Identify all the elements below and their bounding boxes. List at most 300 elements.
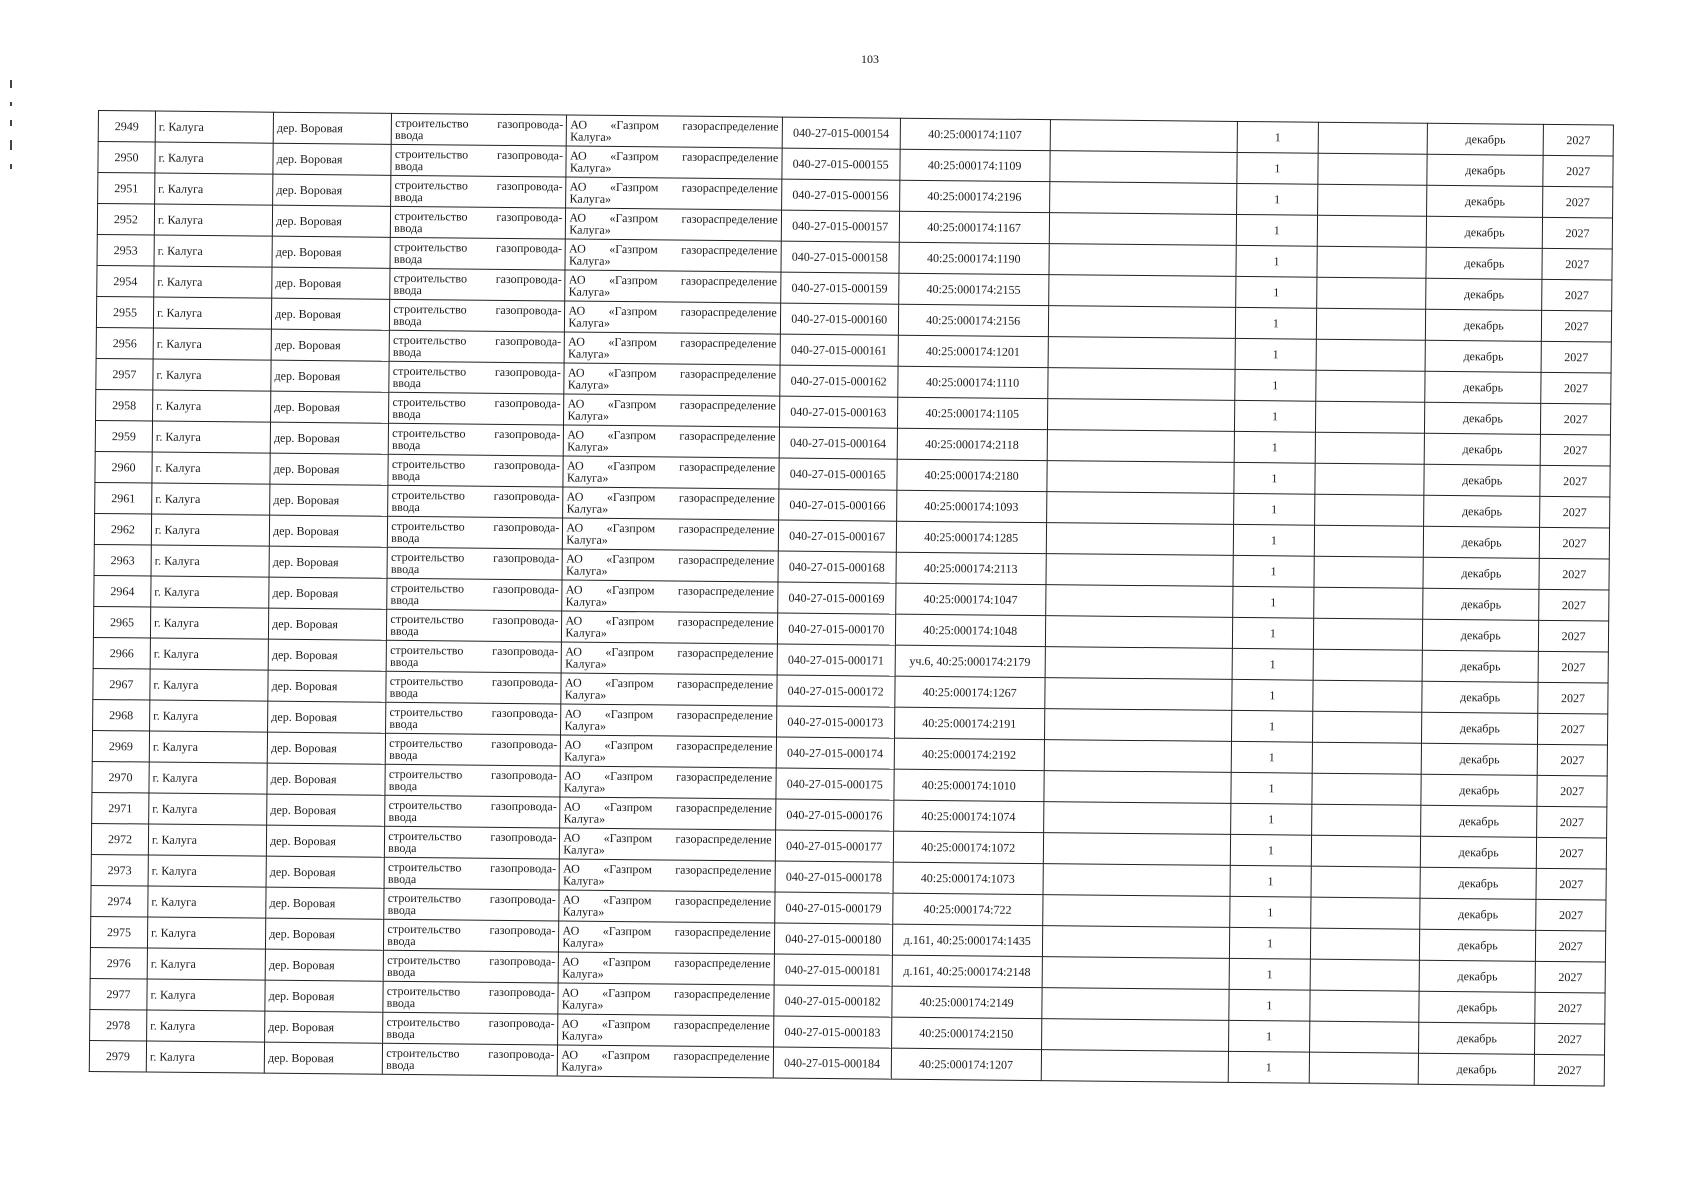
row-number-cell	[97, 265, 154, 297]
month-cell	[1426, 309, 1542, 341]
work-type-word: строительство	[393, 270, 468, 286]
completion-month: декабрь	[1464, 225, 1505, 240]
year-cell	[1541, 372, 1611, 404]
object-code-cell	[782, 117, 900, 149]
work-type-word: строительство	[392, 363, 467, 379]
owner-cell	[562, 642, 778, 675]
completion-year: 2027	[1557, 1032, 1582, 1047]
owner-word: газораспределение	[674, 986, 771, 1002]
row-number: 2957	[112, 367, 137, 382]
work-type-word: строительство	[393, 301, 467, 317]
village: дер. Воровая	[268, 1019, 335, 1035]
village-cell	[268, 670, 386, 702]
completion-year: 2027	[1559, 877, 1584, 892]
work-type-word: газопровода-	[492, 643, 559, 659]
year-cell	[1540, 496, 1610, 528]
village: дер. Воровая	[270, 771, 337, 787]
year-cell	[1538, 682, 1608, 714]
owner-word: АО	[563, 830, 581, 845]
quantity: 1	[1274, 130, 1281, 145]
month-cell	[1420, 867, 1536, 899]
completion-year: 2027	[1562, 567, 1587, 582]
work-type-word: ввода	[390, 561, 420, 577]
village-cell	[264, 1042, 382, 1074]
owner-word: Калуга»	[568, 284, 611, 299]
work-type-word: строительство	[389, 735, 463, 751]
owner-cell	[564, 425, 780, 458]
row-number-cell	[93, 637, 150, 669]
owner-word: АО	[567, 427, 585, 442]
object-code-cell	[774, 954, 892, 986]
owner-word: газораспределение	[678, 552, 775, 568]
cadastral-number: 40:25:000174:1048	[923, 622, 1018, 638]
cadastral-number-cell	[897, 397, 1047, 429]
row-number-cell	[92, 792, 149, 824]
month-cell	[1421, 805, 1537, 837]
work-type-word: ввода	[394, 220, 423, 236]
cadastral-number: 40:25:000174:2196	[927, 188, 1022, 204]
month-cell	[1427, 154, 1543, 186]
work-type-word: газопровода-	[496, 240, 563, 256]
owner-word: газораспределение	[678, 521, 775, 537]
owner-word: АО	[561, 1047, 579, 1062]
quantity: 1	[1265, 1060, 1272, 1075]
scan-margin-marks	[10, 80, 16, 280]
owner-cell	[559, 952, 775, 985]
village-cell	[269, 546, 387, 578]
object-code: 040-27-015-000182	[784, 993, 881, 1009]
owner-word: газораспределение	[675, 862, 772, 878]
village: дер. Воровая	[269, 926, 336, 942]
quantity-cell	[1232, 710, 1312, 742]
quantity-cell	[1229, 989, 1309, 1021]
quantity: 1	[1273, 285, 1280, 300]
year-cell	[1540, 527, 1610, 559]
work-type-word: строительство	[393, 332, 467, 348]
quantity: 1	[1273, 223, 1280, 238]
quantity-cell	[1230, 865, 1310, 897]
completion-year: 2027	[1558, 908, 1584, 923]
owner-word: «Газпром	[608, 334, 657, 350]
row-number: 2968	[109, 708, 134, 723]
owner-cell	[560, 766, 776, 799]
owner-word: АО	[562, 954, 580, 969]
month-cell	[1427, 123, 1543, 155]
row-number-cell	[90, 916, 147, 948]
cadastral-number-cell	[898, 273, 1048, 305]
work-type-word: газопровода-	[493, 457, 561, 473]
owner-word: АО	[568, 334, 586, 349]
quantity-cell	[1230, 896, 1310, 928]
village: дер. Воровая	[267, 1050, 334, 1066]
completion-month: декабрь	[1456, 1062, 1497, 1077]
completion-month: декабрь	[1457, 1000, 1498, 1015]
village: дер. Воровая	[276, 120, 343, 136]
row-number-cell	[93, 699, 150, 731]
owner-word: АО	[567, 365, 585, 380]
cadastral-number: 40:25:000174:2118	[925, 436, 1019, 452]
village: дер. Воровая	[271, 678, 338, 694]
work-type-word: строительство	[395, 115, 469, 131]
completion-month: декабрь	[1463, 318, 1504, 333]
completion-month: декабрь	[1458, 845, 1499, 860]
completion-month: декабрь	[1459, 752, 1500, 767]
work-type-cell	[388, 423, 563, 456]
city-cell	[149, 793, 267, 825]
village: дер. Воровая	[268, 957, 335, 973]
cadastral-number: 40:25:000174:2180	[924, 467, 1019, 483]
owner-cell	[565, 270, 781, 303]
work-type-word: газопровода-	[495, 333, 562, 349]
city-cell	[152, 421, 270, 453]
village-cell	[267, 732, 385, 764]
owner-cell	[565, 239, 781, 272]
owner-cell	[566, 146, 782, 179]
row-number: 2962	[110, 522, 136, 537]
completion-month: декабрь	[1460, 659, 1501, 674]
cadastral-number: 40:25:000174:2113	[923, 560, 1018, 576]
work-type-word: газопровода-	[490, 860, 557, 876]
quantity: 1	[1271, 502, 1278, 517]
city: г. Калуга	[155, 460, 201, 476]
row-number-cell	[93, 606, 150, 638]
city: г. Калуга	[153, 615, 200, 630]
quantity-cell	[1237, 183, 1317, 215]
owner-word: Калуга»	[566, 532, 608, 547]
owner-cell	[564, 394, 780, 427]
city-cell	[153, 359, 271, 391]
owner-word: газораспределение	[679, 459, 776, 475]
quantity: 1	[1266, 967, 1273, 982]
month-cell	[1421, 774, 1537, 806]
owner-word: «Газпром	[604, 706, 654, 722]
work-type-word: газопровода-	[496, 209, 563, 225]
cadastral-number-cell	[891, 1017, 1041, 1049]
quantity-cell	[1231, 772, 1311, 804]
year-cell	[1543, 217, 1613, 249]
empty-cell	[1312, 680, 1422, 712]
month-cell	[1421, 743, 1537, 775]
object-code-cell	[777, 644, 895, 676]
quantity: 1	[1270, 595, 1277, 610]
cadastral-number-cell	[898, 335, 1048, 367]
city-cell	[147, 1010, 265, 1042]
owner-cell	[560, 797, 776, 830]
object-code-cell	[778, 520, 896, 552]
completion-month: декабрь	[1460, 628, 1501, 643]
owner-word: АО	[569, 148, 587, 163]
village-cell	[266, 918, 384, 950]
quantity-cell	[1229, 958, 1309, 990]
work-type-word: ввода	[391, 530, 420, 546]
object-code: 040-27-015-000169	[788, 590, 885, 606]
object-code: 040-27-015-000164	[789, 435, 887, 451]
owner-word: «Газпром	[607, 396, 657, 412]
cadastral-number-cell	[895, 583, 1045, 615]
village-cell	[270, 453, 388, 485]
cadastral-number-cell	[893, 862, 1043, 894]
quantity: 1	[1273, 254, 1280, 269]
owner-word: газораспределение	[679, 428, 776, 444]
village: дер. Воровая	[270, 802, 337, 818]
work-type-word: строительство	[394, 208, 468, 224]
owner-word: газораспределение	[677, 583, 775, 599]
owner-cell	[564, 363, 780, 396]
empty-cell	[1043, 864, 1231, 897]
empty-cell	[1046, 554, 1234, 587]
village: дер. Воровая	[275, 275, 342, 291]
month-cell	[1426, 278, 1542, 310]
work-type-word: ввода	[391, 468, 421, 484]
year-cell	[1537, 806, 1607, 838]
owner-word: АО	[564, 706, 582, 721]
work-type-cell	[387, 578, 562, 611]
empty-cell	[1316, 246, 1426, 278]
cadastral-number-cell	[892, 986, 1042, 1018]
year-cell	[1536, 899, 1606, 931]
row-number: 2974	[107, 894, 132, 909]
city: г. Калуга	[158, 181, 204, 197]
city: г. Калуга	[153, 677, 199, 692]
object-code-cell	[779, 396, 897, 428]
owner-word: «Газпром	[606, 489, 656, 505]
cadastral-number: 40:25:000174:1047	[923, 591, 1018, 607]
completion-year: 2027	[1563, 381, 1589, 396]
year-cell	[1541, 403, 1611, 435]
work-type-word: газопровода-	[496, 178, 563, 194]
empty-cell	[1044, 709, 1232, 742]
work-type-cell	[391, 206, 566, 239]
work-type-cell	[386, 733, 561, 766]
work-type-word: строительство	[393, 239, 468, 255]
work-type-word: газопровода-	[488, 1015, 555, 1031]
owner-word: газораспределение	[680, 304, 777, 320]
owner-word: газораспределение	[681, 180, 778, 196]
owner-word: АО	[566, 458, 584, 473]
row-number-cell	[95, 420, 152, 452]
city-cell	[148, 855, 266, 887]
row-number: 2971	[108, 801, 133, 816]
city-cell	[148, 886, 266, 918]
cadastral-number-cell	[893, 893, 1043, 925]
month-cell	[1419, 991, 1535, 1023]
cadastral-number: 40:25:000174:1285	[924, 529, 1019, 545]
owner-word: АО	[568, 272, 586, 287]
owner-word: газораспределение	[674, 924, 771, 940]
year-cell	[1536, 868, 1606, 900]
object-code: 040-27-015-000172	[787, 683, 884, 699]
empty-cell	[1049, 151, 1237, 184]
row-number: 2973	[107, 863, 132, 878]
owner-word: «Газпром	[609, 210, 659, 226]
city-cell	[150, 700, 268, 732]
quantity-cell	[1234, 462, 1314, 494]
quantity-cell	[1232, 679, 1312, 711]
work-type-word: строительство	[391, 456, 466, 472]
row-number: 2967	[109, 677, 134, 692]
quantity: 1	[1269, 719, 1276, 734]
object-code: 040-27-015-000165	[789, 466, 886, 482]
work-type-word: газопровода-	[488, 984, 556, 1000]
row-number-cell	[93, 668, 150, 700]
empty-cell	[1313, 587, 1423, 619]
quantity-cell	[1233, 586, 1313, 618]
empty-cell	[1311, 835, 1421, 867]
quantity: 1	[1266, 1029, 1273, 1044]
owner-word: Калуга»	[568, 346, 610, 361]
owner-word: Калуга»	[566, 501, 609, 516]
year-cell	[1543, 124, 1613, 156]
owner-word: АО	[567, 396, 585, 411]
row-number-cell	[90, 947, 147, 979]
city: г. Калуга	[156, 336, 202, 352]
quantity-cell	[1230, 927, 1310, 959]
empty-cell	[1317, 153, 1427, 185]
work-type-word: газопровода-	[494, 364, 561, 380]
cadastral-number: 40:25:000174:1167	[927, 219, 1021, 235]
year-cell	[1538, 713, 1608, 745]
completion-year: 2027	[1560, 784, 1585, 799]
object-code-cell	[780, 334, 898, 366]
work-type-cell	[391, 175, 566, 208]
object-code-cell	[776, 768, 894, 800]
quantity: 1	[1267, 843, 1274, 858]
cadastral-number: уч.6, 40:25:000174:2179	[909, 653, 1031, 669]
city: г. Калуга	[157, 243, 203, 259]
village: дер. Воровая	[270, 833, 336, 849]
completion-year: 2027	[1559, 815, 1584, 830]
completion-year: 2027	[1564, 319, 1589, 334]
empty-cell	[1314, 556, 1424, 588]
row-number: 2959	[111, 429, 136, 444]
work-type-word: строительство	[387, 859, 462, 875]
owner-cell	[559, 890, 775, 923]
owner-word: «Газпром	[610, 117, 660, 133]
owner-word: АО	[566, 520, 584, 535]
owner-word: газораспределение	[677, 645, 774, 661]
city: г. Калуга	[154, 584, 200, 599]
owner-word: Калуга»	[562, 904, 605, 919]
owner-word: АО	[563, 768, 581, 783]
work-type-word: строительство	[391, 487, 465, 503]
empty-cell	[1049, 244, 1237, 277]
work-type-cell	[383, 981, 558, 1014]
owner-word: «Газпром	[604, 737, 654, 753]
owner-cell	[562, 549, 778, 582]
owner-word: газораспределение	[681, 242, 778, 258]
village: дер. Воровая	[273, 461, 340, 477]
quantity: 1	[1271, 471, 1278, 486]
city: г. Калуга	[154, 553, 200, 568]
work-type-cell	[385, 764, 560, 797]
row-number-cell	[96, 389, 153, 421]
completion-month: декабрь	[1464, 194, 1506, 209]
work-type-word: газопровода-	[495, 302, 562, 318]
row-number: 2951	[114, 181, 139, 196]
work-type-word: строительство	[386, 1014, 460, 1030]
empty-cell	[1316, 277, 1426, 309]
empty-cell	[1311, 804, 1421, 836]
row-number: 2954	[113, 274, 138, 289]
completion-year: 2027	[1566, 133, 1591, 148]
completion-year: 2027	[1563, 474, 1588, 489]
owner-word: Калуга»	[569, 191, 612, 206]
village-cell	[266, 825, 384, 857]
city: г. Калуга	[158, 119, 204, 135]
completion-month: декабрь	[1458, 876, 1499, 891]
owner-word: Калуга»	[567, 408, 610, 423]
village-cell	[271, 329, 389, 361]
village: дер. Воровая	[273, 523, 339, 539]
work-type-word: строительство	[386, 983, 461, 999]
cadastral-number-cell	[900, 118, 1050, 150]
city: г. Калуга	[149, 1049, 196, 1064]
object-code-cell	[781, 210, 899, 242]
object-code: 040-27-015-000175	[786, 776, 883, 792]
cadastral-number: 40:25:000174:1010	[921, 777, 1016, 793]
work-type-word: газопровода-	[489, 922, 556, 938]
owner-word: газораспределение	[673, 1048, 770, 1064]
village-cell	[269, 515, 387, 547]
city: г. Калуга	[153, 708, 199, 723]
object-code: 040-27-015-000157	[792, 218, 889, 234]
owner-word: «Газпром	[602, 892, 652, 908]
owner-cell	[559, 921, 775, 954]
owner-word: газораспределение	[681, 211, 778, 227]
year-cell	[1539, 558, 1609, 590]
completion-month: декабрь	[1464, 256, 1505, 271]
empty-cell	[1313, 649, 1423, 681]
work-type-word: строительство	[389, 673, 464, 689]
quantity-cell	[1232, 648, 1312, 680]
month-cell	[1423, 619, 1539, 651]
empty-cell	[1048, 275, 1236, 308]
year-cell	[1542, 310, 1612, 342]
owner-word: Калуга»	[569, 160, 612, 175]
work-type-word: ввода	[391, 499, 420, 515]
work-type-word: ввода	[388, 840, 417, 856]
work-type-word: газопровода-	[490, 767, 558, 783]
work-type-word: строительство	[386, 1045, 460, 1061]
row-number-cell	[95, 451, 152, 483]
owner-cell	[566, 208, 782, 241]
work-type-word: строительство	[394, 177, 468, 193]
work-type-word: строительство	[392, 425, 466, 441]
completion-month: декабрь	[1459, 721, 1500, 736]
cadastral-number-cell	[895, 645, 1045, 677]
month-cell	[1426, 247, 1542, 279]
village-cell	[265, 980, 383, 1012]
city: г. Калуга	[152, 801, 198, 816]
year-cell	[1540, 465, 1610, 497]
empty-cell	[1042, 895, 1230, 928]
owner-word: АО	[561, 1016, 579, 1031]
village-cell	[269, 577, 387, 609]
owner-word: «Газпром	[608, 303, 658, 319]
city: г. Калуга	[151, 832, 198, 847]
work-type-word: газопровода-	[489, 953, 556, 969]
completion-month: декабрь	[1456, 1031, 1497, 1046]
city-cell	[153, 328, 271, 360]
city: г. Калуга	[152, 770, 198, 785]
cadastral-number: 40:25:000174:1207	[918, 1056, 1014, 1072]
year-cell	[1537, 744, 1607, 776]
owner-word: Калуга»	[567, 439, 609, 454]
work-type-word: строительство	[392, 394, 466, 410]
empty-cell	[1318, 122, 1428, 154]
work-type-word: ввода	[387, 933, 416, 949]
empty-cell	[1043, 802, 1231, 835]
